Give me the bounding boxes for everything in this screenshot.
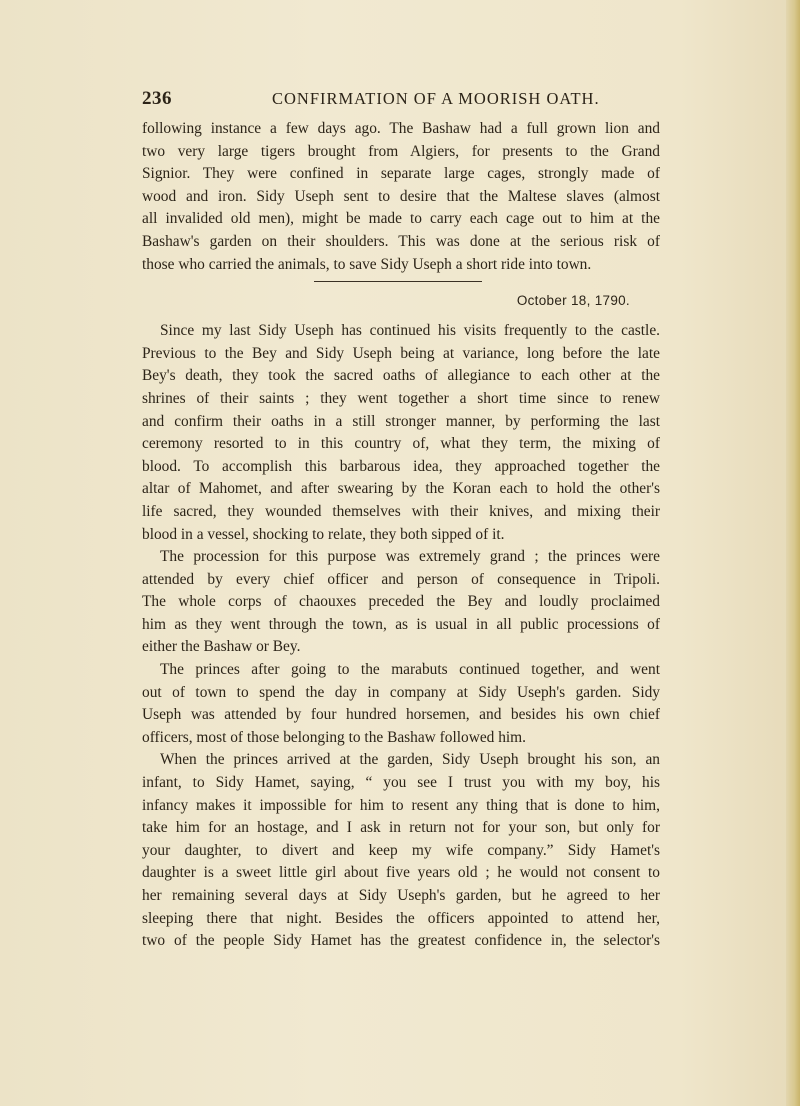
text-line: altar of Mahomet, and after swearing by the Koran each to hold the other's bbox=[142, 480, 660, 498]
text-line: attended by every chief officer and person of consequence in Tripoli. bbox=[142, 570, 660, 588]
paragraph-4 bbox=[142, 659, 660, 749]
paragraph-1 bbox=[142, 118, 660, 276]
text-line: life sacred, they wounded themselves with their knives, and mixing their bbox=[142, 502, 660, 520]
text-line: following instance a few days ago. The Bashaw had a full grown lion and bbox=[142, 120, 660, 137]
text-line: When the princes arrived at the garden, Sidy Useph brought his son, an bbox=[160, 751, 660, 769]
text-line: two of the people Sidy Hamet has the greatest confidence in, the selector's bbox=[142, 932, 660, 950]
running-head bbox=[142, 88, 662, 112]
letter-dateline: October 18, 1790. bbox=[516, 293, 630, 309]
text-line: The princes after going to the marabuts continued together, and went bbox=[160, 661, 660, 679]
text-line: infant, to Sidy Hamet, saying, “ you see I trust you with my boy, his bbox=[142, 774, 660, 792]
text-line: Signior. They were confined in separate large cages, strongly made of bbox=[142, 165, 660, 183]
text-line: and confirm their oaths in a still stronger manner, by performing the last bbox=[142, 412, 660, 430]
text-line: officers, most of those belonging to the Bashaw followed him. bbox=[142, 728, 526, 746]
text-line: out of town to spend the day in company at Sidy Useph's garden. Sidy bbox=[142, 683, 660, 701]
text-line: her remaining several days at Sidy Useph's garden, but he agreed to her bbox=[142, 887, 660, 904]
text-line: The procession for this purpose was extremely grand ; the princes were bbox=[160, 548, 660, 566]
text-line: those who carried the animals, to save Sidy Useph a short ride into town. bbox=[142, 255, 592, 273]
text-line: all invalided old men), might be made to carry each cage out to him at the bbox=[142, 210, 660, 228]
text-line: daughter is a sweet little girl about five years old ; he would not consent to bbox=[142, 864, 660, 882]
text-line: two very large tigers brought from Algiers, for presents to the Grand bbox=[142, 142, 660, 160]
body-text bbox=[142, 118, 660, 953]
text-line: infancy makes it impossible for him to resent any thing that is done to him, bbox=[142, 796, 660, 814]
paragraph-3 bbox=[142, 546, 660, 659]
text-line: blood. To accomplish this barbarous idea, they approached together the bbox=[142, 457, 660, 475]
text-line: blood in a vessel, shocking to relate, they both sipped of it. bbox=[142, 525, 505, 543]
text-line: Bey's death, they took the sacred oaths of allegiance to each other at the bbox=[142, 367, 660, 385]
page-edge bbox=[786, 0, 800, 1106]
section-separator bbox=[142, 276, 660, 290]
paragraph-2 bbox=[142, 320, 660, 546]
text-line: either the Bashaw or Bey. bbox=[142, 638, 301, 656]
text-line: take him for an hostage, and I ask in return not for your son, but only for bbox=[142, 819, 660, 837]
paragraph-5 bbox=[142, 749, 660, 952]
text-line: him as they went through the town, as is usual in all public processions of bbox=[142, 615, 660, 633]
text-line: Useph was attended by four hundred horsemen, and besides his own chief bbox=[142, 706, 660, 724]
text-line: wood and iron. Sidy Useph sent to desire that the Maltese slaves (almost bbox=[142, 187, 660, 205]
text-line: Since my last Sidy Useph has continued his visits frequently to the castle. bbox=[160, 322, 660, 340]
horizontal-rule bbox=[314, 281, 482, 282]
text-line: Bashaw's garden on their shoulders. This was done at the serious risk of bbox=[142, 232, 660, 250]
page-number: 236 bbox=[142, 88, 172, 109]
running-title: CONFIRMATION OF A MOORISH OATH. bbox=[272, 89, 600, 108]
text-line: ceremony resorted to in this country of, what they term, the mixing of bbox=[142, 435, 660, 453]
text-line: The whole corps of chaouxes preceded the Bey and loudly proclaimed bbox=[142, 593, 660, 611]
text-line: shrines of their saints ; they went together a short time since to renew bbox=[142, 389, 660, 407]
text-line: your daughter, to divert and keep my wife company.” Sidy Hamet's bbox=[142, 841, 660, 859]
text-line: sleeping there that night. Besides the officers appointed to attend her, bbox=[142, 909, 660, 927]
text-line: Previous to the Bey and Sidy Useph being at variance, long before the late bbox=[142, 344, 660, 362]
